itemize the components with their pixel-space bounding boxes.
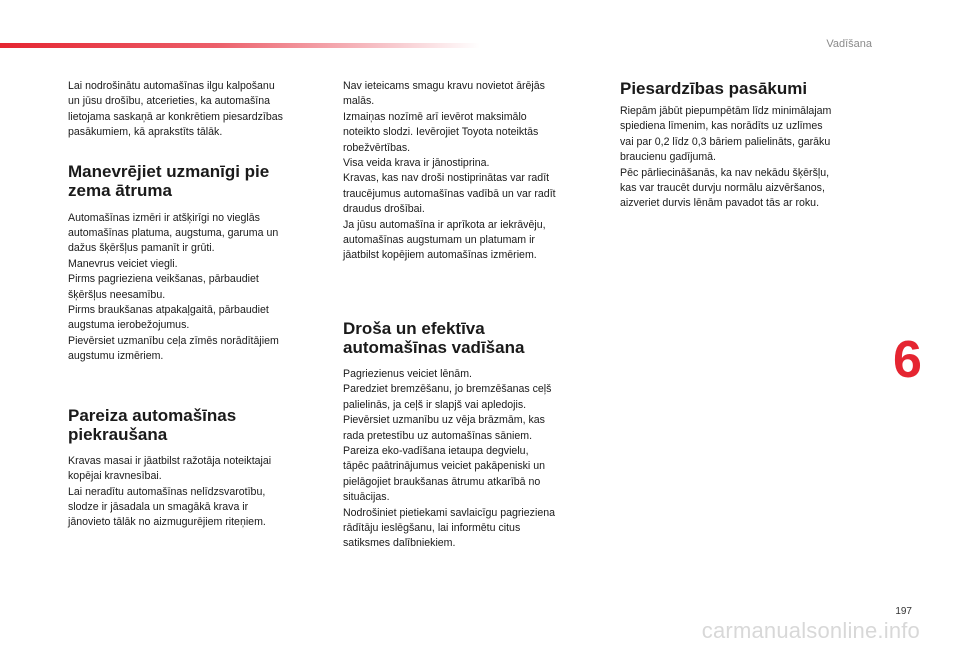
- heading-loading: Pareiza automašīnas piekraušana: [68, 405, 237, 444]
- column-right: [620, 79, 865, 212]
- intro-paragraph: Lai nodrošinātu automašīnas ilgu kalpošanu un jūsu drošību, atcerieties, ka automašīna lietojama saskaņā ar konkrētiem piesardzības pasākumiem, kā aprakstīts tālāk.: [68, 80, 283, 139]
- safe-driving-paragraph: Pagriezienus veiciet lēnām. Paredziet bremzēšanu, jo bremzēšanas ceļš palielinās, ja ceļš ir slapjš vai apledojis. Pievērsiet uzmanību uz vēja brāzmām, kas rada pretestību uz automašīnas sāniem. Pareiza eko-vadīšana ietaupa degvielu, tāpēc paātrinājumus veiciet pakāpeniski un pielāgojiet braukšanas ātrumu atkarībā no situācijas. Nodrošiniet pietiekami savlaicīgu pagrieziena rādītāju ieslēgšanu, lai informētu citus satiksmes dalībniekiem.: [343, 367, 555, 550]
- maneuver-paragraph: Automašīnas izmēri ir atšķirīgi no vieglās automašīnas platuma, augstuma, garuma un dažus šķēršļus pamanīt ir grūti. Manevrus veiciet viegli. Pirms pagrieziena veikšanas, pārbaudiet šķēršļus neesamību. Pirms braukšanas atpakaļgaitā, pārbaudiet augstuma ierobežojumus. Pievērsiet uzmanību ceļa zīmēs norādītājiem augstumu izmēriem.: [68, 211, 279, 363]
- loading-paragraph: Kravas masai ir jāatbilst ražotāja noteiktajai kopējai kravnesībai. Lai neradītu automašīnas nelīdzsvarotību, slodze ir jāsadala un smagākā krava ir jānovieto tālāk no aizmugurējiem riteņiem.: [68, 454, 272, 529]
- watermark: carmanualsonline.info: [701, 618, 920, 643]
- heading-maneuver: Manevrējiet uzmanīgi pie zema ātruma: [68, 161, 270, 200]
- heading-safe-driving: Droša un efektīva automašīnas vadīšana: [343, 318, 525, 357]
- column-left: [68, 79, 313, 531]
- header-accent-bar: [0, 43, 480, 48]
- cargo-paragraph: Nav ieteicams smagu kravu novietot ārējās malās. Izmaiņas nozīmē arī ievērot maksimālo noteikto slodzi. Ievērojiet Toyota noteiktās robežvērtības. Visa veida krava ir jānostiprina. Kravas, kas nav droši nostiprinātas var radīt traucējumus automašīnas vadībā un var radīt draudus drošībai. Ja jūsu automašīna ir aprīkota ar iekrāvēju, automašīnas augstumam un platumam ir jāatbilst kopējiem automašīnas izmēriem.: [343, 80, 556, 262]
- column-middle: [343, 79, 588, 552]
- section-title: Vadīšana: [826, 38, 872, 50]
- precautions-paragraph: Riepām jābūt piepumpētām līdz minimālajam spiediena līmenim, kas norādīts uz uzlīmes vai par 0,2 līdz 0,3 bāriem palielināts, garāku braucienu gadījumā. Pēc pārliecināšanās, ka nav nekādu šķēršļu, kas var traucēt durvju normālu aizvēršanos, aizveriet durvis lēnām pavadot tās ar roku.: [620, 105, 832, 210]
- heading-precautions: Piesardzības pasākumi: [620, 79, 808, 98]
- chapter-number: 6: [893, 331, 922, 389]
- page-number: 197: [895, 606, 912, 617]
